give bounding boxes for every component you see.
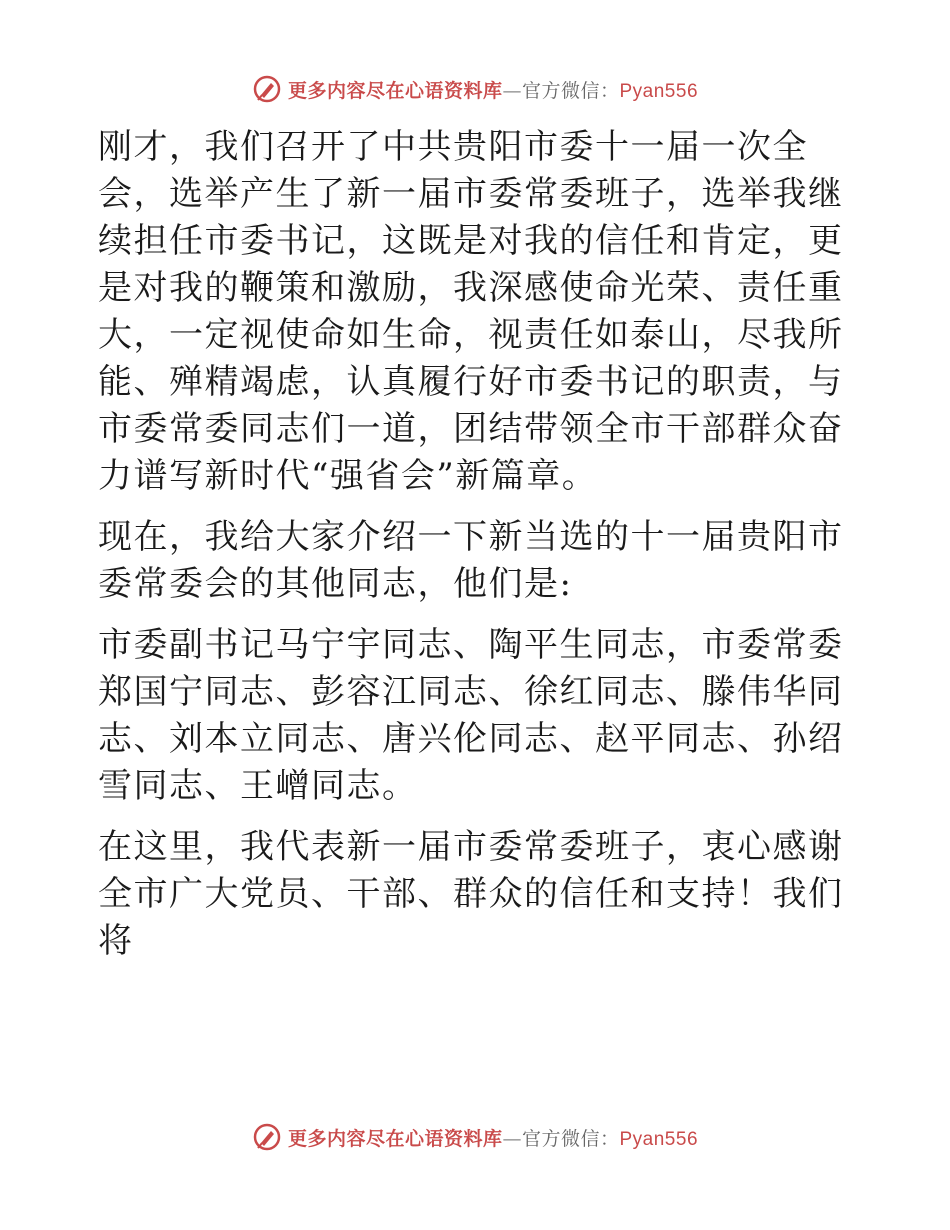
watermark-id: Pyan556: [619, 80, 699, 102]
watermark-separator: —: [502, 79, 522, 102]
watermark-id: Pyan556: [619, 1128, 699, 1150]
watermark-footer: [0, 1122, 950, 1152]
paragraph-4: 在这里，我代表新一届市委常委班子，衷心感谢全市广大党员、干部、群众的信任和支持！我们将: [98, 827, 844, 961]
pen-logo-icon: [252, 74, 282, 104]
paragraph-2: 现在，我给大家介绍一下新当选的十一届贵阳市委常委会的其他同志，他们是:: [98, 517, 844, 604]
watermark-separator: —: [502, 1127, 522, 1150]
watermark-brand: 更多内容尽在心语资料库: [287, 79, 503, 102]
paragraph-1: 刚才，我们召开了中共贵阳市委十一届一次全会，选举产生了新一届市委常委班子，选举我继续担任市委书记，这既是对我的信任和肯定，更是对我的鞭策和激励，我深感使命光荣、责任重大，一定视使命如生命，视责任如泰山，尽我所能、殚精竭虑，认真履行好市委书记的职责，与市委常委同志们一道，团结带领全市干部群众奋力谱写新时代“强省会”新篇章。: [98, 127, 844, 496]
watermark-header: [0, 74, 950, 104]
document-body: [98, 124, 858, 979]
pen-logo-icon: [252, 1122, 282, 1152]
watermark-text: [288, 1124, 698, 1151]
watermark-text: [288, 76, 698, 103]
watermark-label: 官方微信：: [521, 1127, 620, 1150]
watermark-label: 官方微信：: [521, 79, 620, 102]
paragraph-3: 市委副书记马宁宇同志、陶平生同志，市委常委郑国宁同志、彭容江同志、徐红同志、滕伟华同志、刘本立同志、唐兴伦同志、赵平同志、孙绍雪同志、王嶒同志。: [98, 625, 844, 806]
watermark-brand: 更多内容尽在心语资料库: [287, 1127, 503, 1150]
